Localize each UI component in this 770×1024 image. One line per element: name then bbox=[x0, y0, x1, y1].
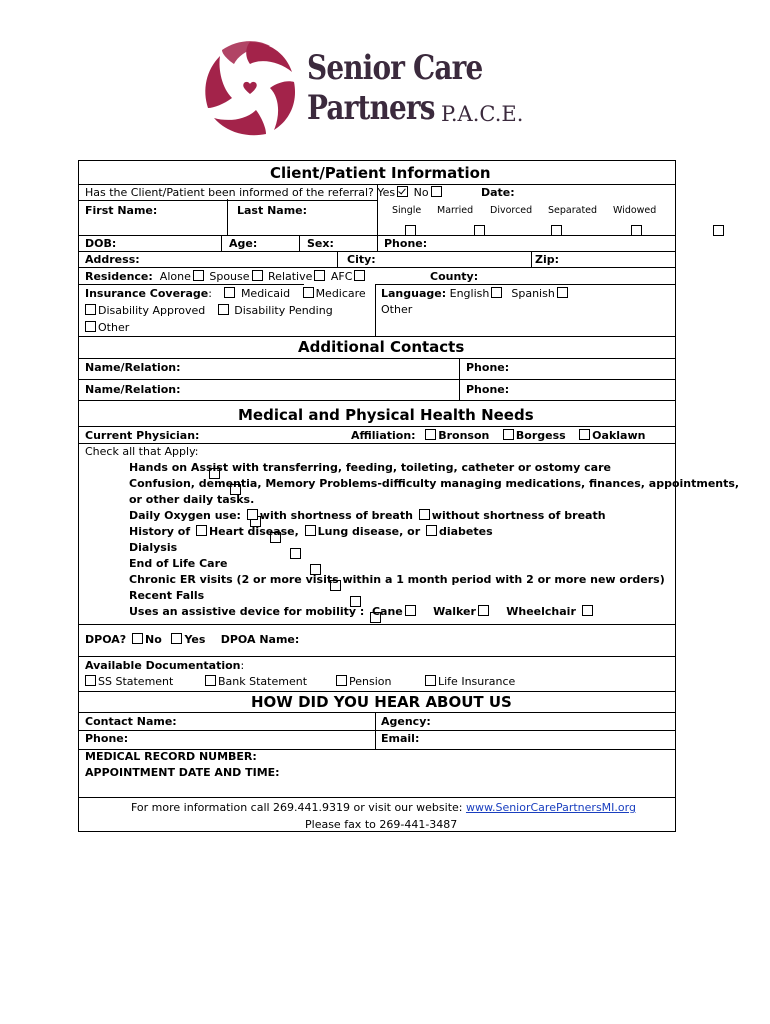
dpoa-name-label: DPOA Name: bbox=[220, 633, 300, 646]
wheelchair-label: Wheelchair bbox=[506, 605, 576, 618]
doc-life bbox=[423, 675, 515, 688]
ss-checkbox[interactable] bbox=[85, 675, 96, 686]
docs-label-row: Available Documentation: bbox=[85, 659, 245, 672]
life-checkbox[interactable] bbox=[425, 675, 436, 686]
bank-label: Bank Statement bbox=[218, 675, 308, 688]
affiliation-row bbox=[351, 429, 645, 442]
spanish-checkbox[interactable] bbox=[557, 287, 568, 298]
lung-label: Lung disease, or bbox=[317, 525, 421, 538]
without-sob-label: without shortness of breath bbox=[431, 509, 606, 522]
footer-info-text: For more information call 269.441.9319 or visit our website: bbox=[131, 801, 463, 814]
residence-relative: Relative bbox=[268, 270, 313, 283]
alone-checkbox[interactable] bbox=[193, 270, 204, 281]
email-label: Email: bbox=[381, 732, 420, 745]
divider bbox=[79, 712, 675, 713]
date-label: Date: bbox=[481, 186, 515, 199]
marital-widowed: Widowed bbox=[613, 205, 657, 216]
divider bbox=[531, 251, 532, 267]
city-label: City: bbox=[347, 253, 376, 266]
divider bbox=[79, 251, 675, 252]
contact-name-label: Contact Name: bbox=[85, 715, 177, 728]
residence-afc: AFC bbox=[330, 270, 353, 283]
oaklawn-checkbox[interactable] bbox=[579, 429, 590, 440]
bronson-checkbox[interactable] bbox=[425, 429, 436, 440]
bank-checkbox[interactable] bbox=[205, 675, 216, 686]
divider bbox=[377, 235, 378, 251]
divider bbox=[79, 730, 675, 731]
medical-heading: Medical and Physical Health Needs bbox=[238, 406, 534, 424]
age-label: Age: bbox=[229, 237, 258, 250]
language-row bbox=[381, 287, 570, 300]
contacts-heading: Additional Contacts bbox=[298, 338, 465, 356]
logo-emblem bbox=[200, 38, 300, 138]
spanish-label: Spanish bbox=[511, 287, 555, 300]
item-confusion-cont: or other daily tasks. bbox=[129, 493, 255, 506]
without-sob-checkbox[interactable] bbox=[419, 509, 430, 520]
divider bbox=[377, 184, 378, 235]
doc-bank bbox=[203, 675, 307, 688]
borgess-label: Borgess bbox=[515, 429, 566, 442]
divider bbox=[79, 379, 675, 380]
marital-separated: Separated bbox=[548, 205, 598, 216]
divider bbox=[79, 358, 675, 359]
last-name-label: Last Name: bbox=[237, 204, 308, 217]
pension-checkbox[interactable] bbox=[336, 675, 347, 686]
item-device bbox=[129, 605, 595, 618]
divider bbox=[375, 284, 675, 285]
affiliation-label: Affiliation: bbox=[351, 429, 416, 442]
lung-checkbox[interactable] bbox=[305, 525, 316, 536]
dpoa-yes-label: Yes bbox=[184, 633, 206, 646]
borgess-checkbox[interactable] bbox=[503, 429, 514, 440]
client-info-heading: Client/Patient Information bbox=[270, 164, 491, 182]
item-eol: End of Life Care bbox=[129, 557, 228, 570]
spouse-checkbox[interactable] bbox=[252, 270, 263, 281]
history-label: History of bbox=[129, 525, 191, 538]
cane-label: Cane bbox=[371, 605, 403, 618]
item-dialysis: Dialysis bbox=[129, 541, 178, 554]
hear-phone-label: Phone: bbox=[85, 732, 129, 745]
docs-label: Available Documentation bbox=[85, 659, 241, 672]
footer-fax: Please fax to 269-441-3487 bbox=[305, 818, 458, 831]
divider bbox=[79, 336, 675, 337]
residence-row bbox=[85, 270, 367, 283]
dpoa-row bbox=[85, 633, 299, 646]
name-relation-label-1: Name/Relation: bbox=[85, 361, 181, 374]
language-label: Language: bbox=[381, 287, 447, 300]
divider bbox=[79, 200, 377, 201]
zip-label: Zip: bbox=[535, 253, 560, 266]
english-label: English bbox=[449, 287, 490, 300]
phone-label: Phone: bbox=[384, 237, 428, 250]
residence-alone: Alone bbox=[159, 270, 191, 283]
divider bbox=[79, 443, 675, 444]
disability-row bbox=[85, 304, 333, 317]
appt-label: APPOINTMENT DATE AND TIME: bbox=[85, 766, 280, 779]
wheelchair-checkbox[interactable] bbox=[582, 605, 593, 616]
dpoa-question: DPOA? bbox=[85, 633, 127, 646]
brand-line3: P.A.C.E. bbox=[441, 102, 524, 126]
afc-checkbox[interactable] bbox=[354, 270, 365, 281]
item-falls: Recent Falls bbox=[129, 589, 205, 602]
other-checkbox[interactable] bbox=[85, 321, 96, 332]
divider bbox=[221, 235, 222, 251]
contact-phone-label-1: Phone: bbox=[466, 361, 510, 374]
divider bbox=[299, 235, 300, 251]
divider bbox=[227, 199, 228, 235]
residence-label: Residence: bbox=[85, 270, 153, 283]
dpoa-no-checkbox[interactable] bbox=[132, 633, 143, 644]
heart-checkbox[interactable] bbox=[196, 525, 207, 536]
medicare-label: Medicare bbox=[315, 287, 366, 300]
sex-label: Sex: bbox=[307, 237, 334, 250]
ss-label: SS Statement bbox=[98, 675, 174, 688]
bronson-label: Bronson bbox=[438, 429, 490, 442]
mrn-label: MEDICAL RECORD NUMBER: bbox=[85, 750, 257, 763]
no-label: No bbox=[413, 186, 429, 199]
yes-checkbox[interactable] bbox=[397, 186, 408, 197]
dpoa-no-label: No bbox=[145, 633, 162, 646]
doc-pension bbox=[334, 675, 391, 688]
disability-approved-label: Disability Approved bbox=[98, 304, 206, 317]
physician-label: Current Physician: bbox=[85, 429, 200, 442]
diabetes-label: diabetes bbox=[438, 525, 493, 538]
language-other: Other bbox=[381, 303, 413, 316]
footer-info bbox=[131, 801, 636, 814]
walker-checkbox[interactable] bbox=[478, 605, 489, 616]
address-label: Address: bbox=[85, 253, 140, 266]
divider bbox=[79, 797, 675, 798]
brand-line1: Senior Care bbox=[307, 48, 483, 88]
divider bbox=[79, 624, 675, 625]
divider bbox=[375, 284, 376, 336]
no-checkbox[interactable] bbox=[431, 186, 442, 197]
device-label: Uses an assistive device for mobility : bbox=[129, 605, 365, 618]
other-row bbox=[85, 321, 129, 334]
residence-spouse: Spouse bbox=[209, 270, 250, 283]
with-sob-label: with shortness of breath bbox=[259, 509, 413, 522]
brand-line2: Partners bbox=[307, 88, 435, 128]
english-checkbox[interactable] bbox=[491, 287, 502, 298]
marital-single: Single bbox=[392, 205, 422, 216]
dob-label: DOB: bbox=[85, 237, 117, 250]
first-name-label: First Name: bbox=[85, 204, 158, 217]
disability-approved-checkbox[interactable] bbox=[85, 304, 96, 315]
divider bbox=[79, 656, 675, 657]
doc-ss bbox=[85, 675, 173, 688]
diabetes-checkbox[interactable] bbox=[426, 525, 437, 536]
heart-label: Heart disease, bbox=[208, 525, 299, 538]
divider bbox=[79, 691, 675, 692]
name-relation-label-2: Name/Relation: bbox=[85, 383, 181, 396]
marital-divorced: Divorced bbox=[490, 205, 533, 216]
divider bbox=[79, 284, 304, 285]
item-history bbox=[129, 525, 493, 538]
disability-pending-label: Disability Pending bbox=[234, 304, 333, 317]
oaklawn-label: Oaklawn bbox=[592, 429, 646, 442]
dpoa-yes-checkbox[interactable] bbox=[171, 633, 182, 644]
oxygen-label: Daily Oxygen use: bbox=[129, 509, 241, 522]
medicare-checkbox[interactable] bbox=[303, 287, 314, 298]
widowed-checkbox[interactable] bbox=[713, 225, 724, 236]
informed-question bbox=[85, 186, 444, 199]
insurance-row: Insurance Coverage: Medicaid Medicare bbox=[85, 287, 366, 300]
item-oxygen bbox=[129, 509, 606, 522]
item-confusion: Confusion, dementia, Memory Problems-difficulty managing medications, finances, appointments, bbox=[129, 477, 740, 490]
life-label: Life Insurance bbox=[438, 675, 516, 688]
website-link[interactable]: www.SeniorCarePartnersMI.org bbox=[465, 801, 636, 814]
disability-pending-checkbox[interactable] bbox=[218, 304, 229, 315]
other-label: Other bbox=[98, 321, 130, 334]
county-label: County: bbox=[430, 270, 479, 283]
dialysis-checkbox[interactable] bbox=[290, 548, 301, 559]
contact-phone-label-2: Phone: bbox=[466, 383, 510, 396]
relative-checkbox[interactable] bbox=[314, 270, 325, 281]
medicaid-checkbox[interactable] bbox=[224, 287, 235, 298]
referral-form bbox=[78, 160, 740, 832]
informed-question-text: Has the Client/Patient been informed of the referral? Yes bbox=[85, 186, 396, 199]
divider bbox=[79, 426, 675, 427]
item-hands-on: Hands on Assist with transferring, feeding, toileting, catheter or ostomy care bbox=[129, 461, 611, 474]
pension-label: Pension bbox=[349, 675, 392, 688]
hear-heading: HOW DID YOU HEAR ABOUT US bbox=[251, 693, 512, 711]
medicaid-label: Medicaid bbox=[240, 287, 291, 300]
insurance-label: Insurance Coverage bbox=[85, 287, 209, 300]
divider bbox=[337, 251, 338, 267]
walker-label: Walker bbox=[433, 605, 476, 618]
divider bbox=[79, 400, 675, 401]
item-er: Chronic ER visits (2 or more visits within a 1 month period with 2 or more new orders) bbox=[129, 573, 665, 586]
agency-label: Agency: bbox=[381, 715, 431, 728]
with-sob-checkbox[interactable] bbox=[247, 509, 258, 520]
cane-checkbox[interactable] bbox=[405, 605, 416, 616]
marital-married: Married bbox=[437, 205, 474, 216]
divider bbox=[79, 267, 675, 268]
check-all-label: Check all that Apply: bbox=[85, 445, 199, 458]
